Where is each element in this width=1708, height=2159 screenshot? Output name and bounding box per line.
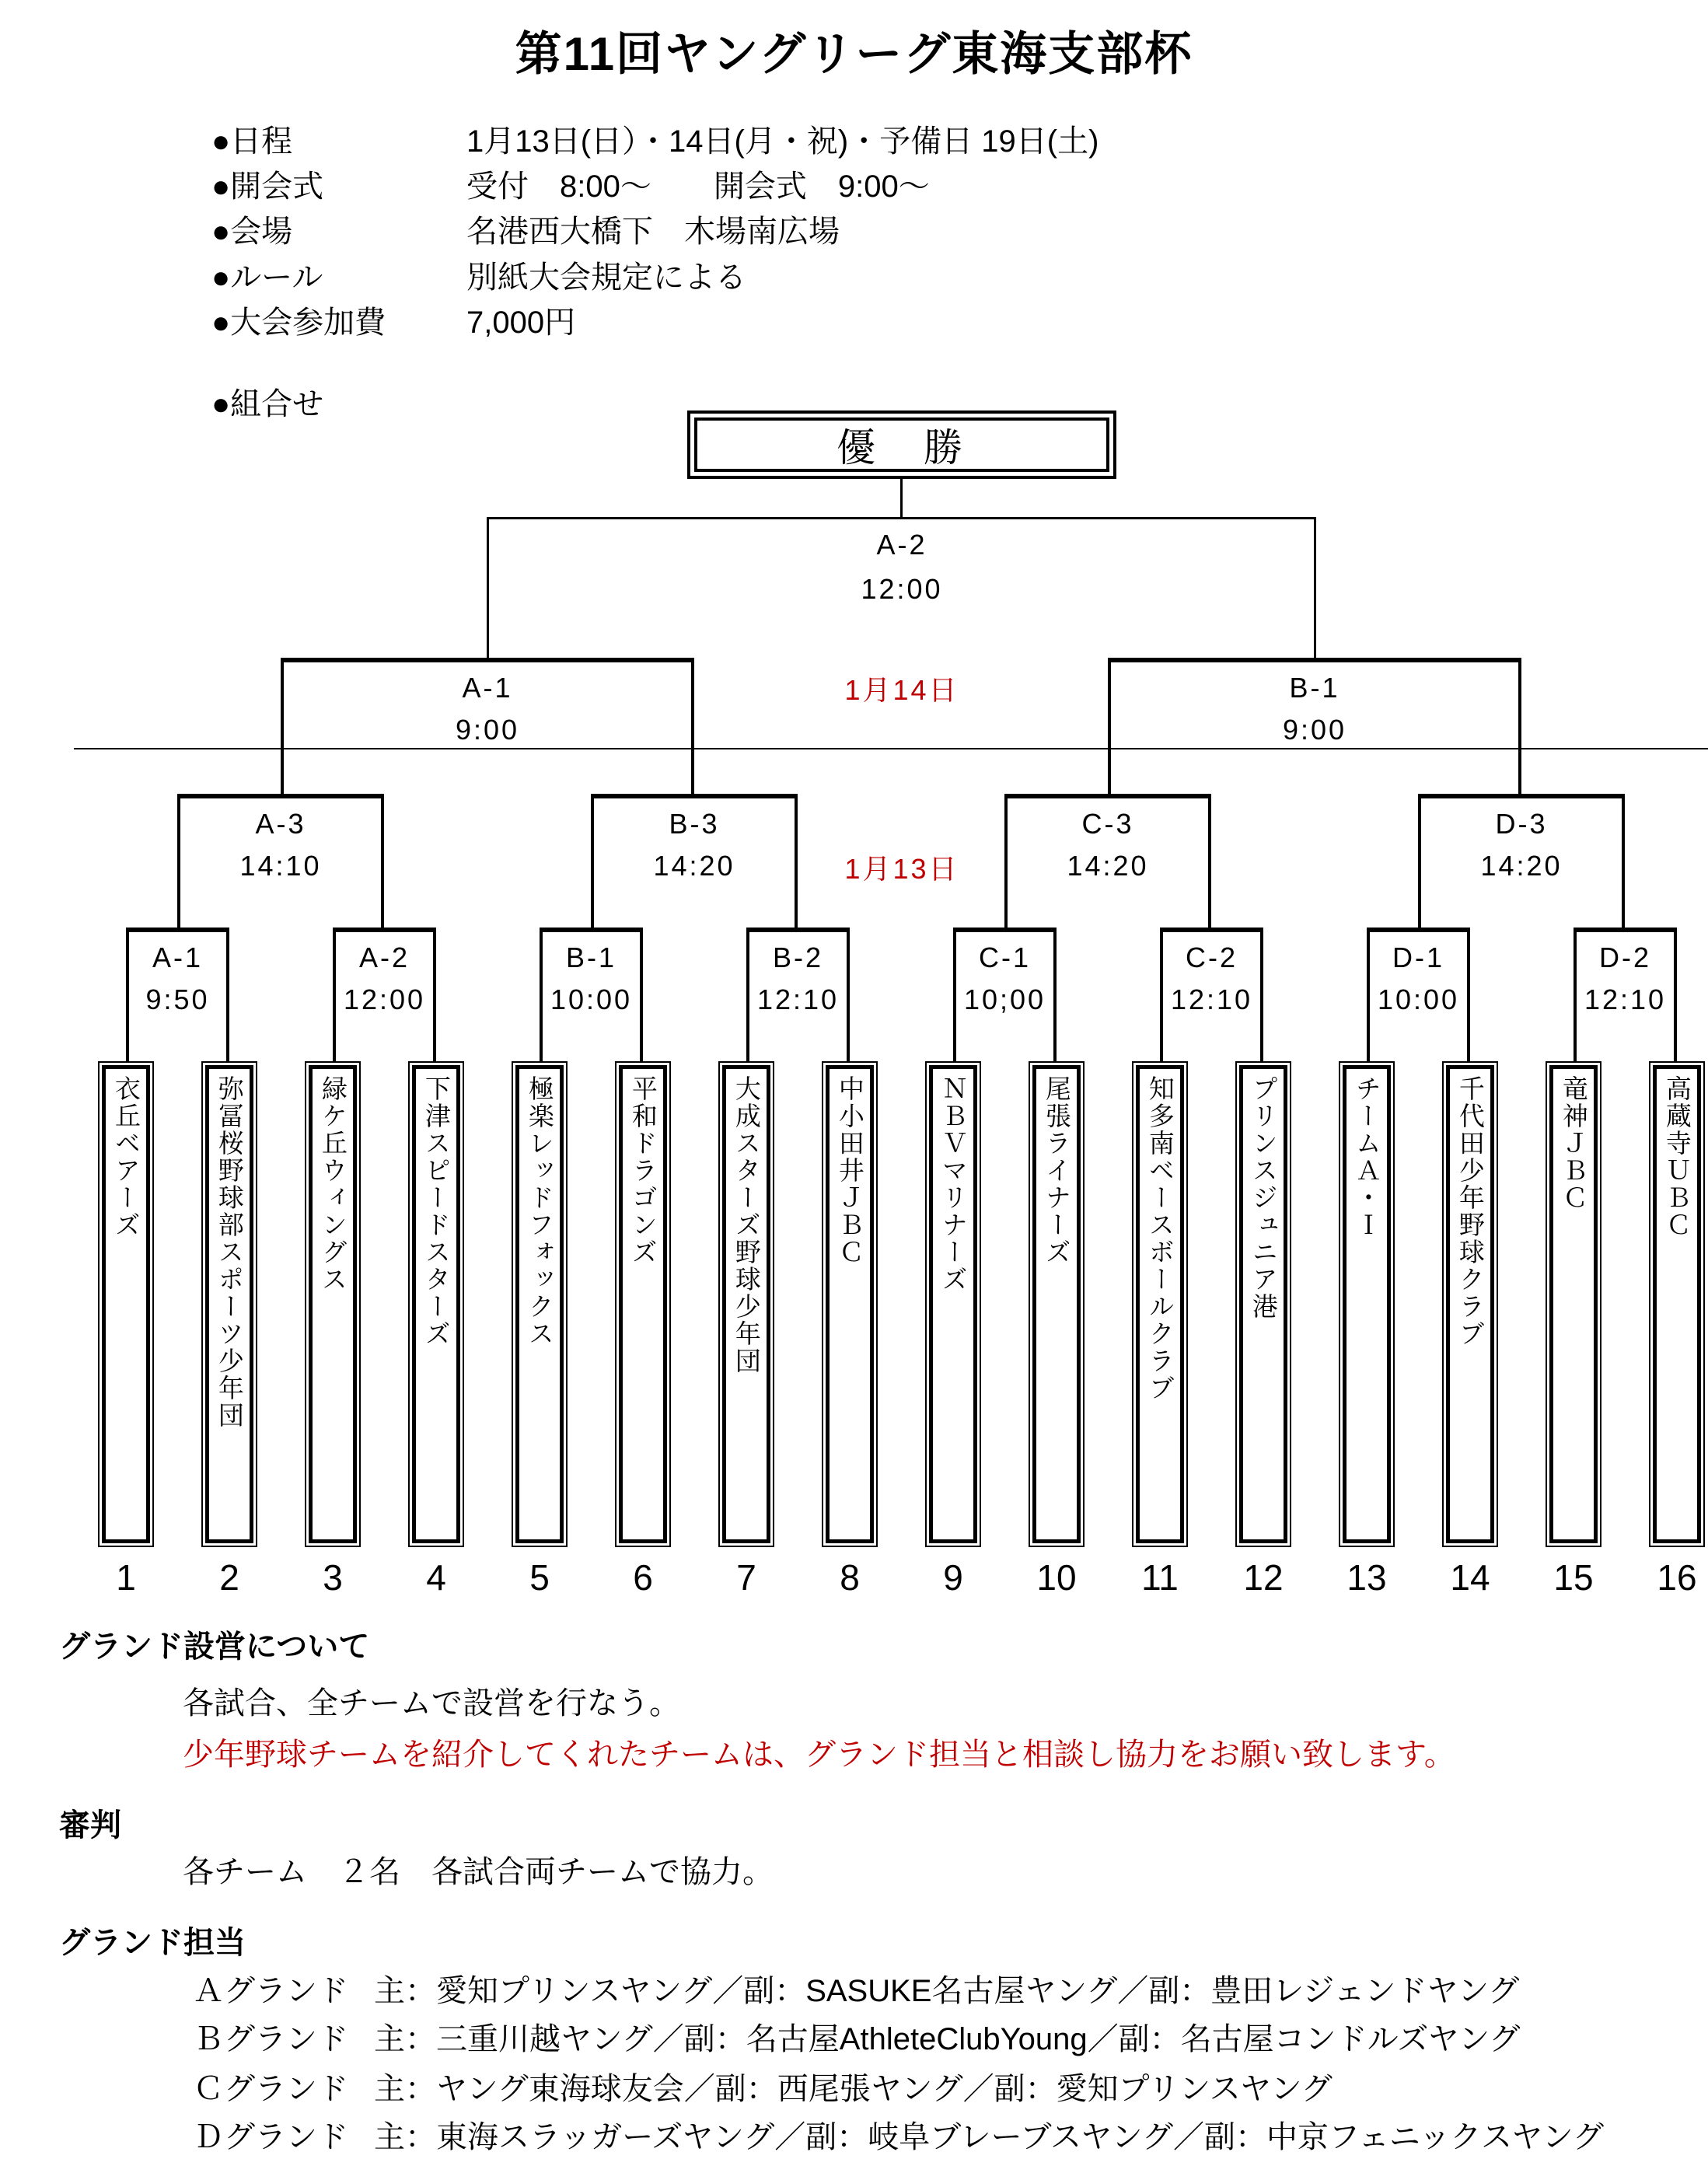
team-box-3: [305, 1061, 361, 1547]
ground-a-text: 主：愛知プリンスヤング／副：SASUKE名古屋ヤング／副：豊田レジェンドヤング: [374, 1974, 1520, 2008]
info-value-fee: 7,000円: [466, 306, 576, 340]
team-name: 極楽レッドフォックス: [525, 1075, 554, 1347]
ground-a-label: Ａグランド: [193, 1974, 348, 2008]
match-first-round-c2: [1160, 928, 1263, 1061]
match-time: 9:50: [145, 983, 210, 1015]
match-first-round-b2: [746, 928, 850, 1061]
team-box-10: [1029, 1061, 1085, 1547]
champion-connector-line: [900, 477, 903, 519]
match-label: B-3: [669, 808, 720, 840]
semifinal-connector-right: [1314, 517, 1316, 658]
match-label: A-1: [152, 942, 204, 973]
semifinal-date-label: 1月14日: [844, 674, 959, 706]
ground-d-label: Ｄグランド: [193, 2120, 348, 2154]
page-title: 第11回ヤングリーグ東海支部杯: [515, 28, 1193, 80]
team-box-9: [925, 1061, 981, 1547]
seed-number: 8: [840, 1557, 860, 1598]
team-name: 中小田井ＪＢＣ: [835, 1075, 864, 1266]
team-name: ＮＢＶマリナーズ: [938, 1075, 968, 1293]
champion-box: [687, 410, 1116, 479]
match-label: C-1: [978, 942, 1031, 973]
team-box-6: [615, 1061, 671, 1547]
info-value-rules: 別紙大会規定による: [466, 260, 746, 295]
team-box-8: [822, 1061, 878, 1547]
team-box-14: [1442, 1061, 1498, 1547]
match-time: 10;00: [963, 983, 1046, 1015]
match-time: 14:10: [239, 850, 322, 882]
ground-setup-line1: 各試合、全チームで設営を行なう。: [183, 1686, 680, 1721]
match-time: 12:10: [756, 983, 840, 1015]
team-box-5: [512, 1061, 568, 1547]
match-time: 12:00: [343, 983, 426, 1015]
seed-number: 15: [1553, 1557, 1594, 1598]
match-quarterfinal-c3: [1004, 794, 1211, 928]
ground-c-text: 主：ヤング東海球友会／副：西尾張ヤング／副：愛知プリンスヤング: [374, 2072, 1333, 2106]
semifinal-connector-left: [487, 517, 489, 658]
team-name: 衣丘ベアーズ: [111, 1075, 141, 1238]
team-box-13: [1339, 1061, 1395, 1547]
team-name: 下津スピードスターズ: [421, 1075, 451, 1347]
seed-number: 12: [1243, 1557, 1284, 1598]
ground-setup-line2-red: 少年野球チームを紹介してくれたチームは、グランド担当と相談し協力をお願い致します。: [183, 1738, 1455, 1772]
match-label: B-1: [565, 942, 617, 973]
match-label: D-1: [1392, 942, 1444, 973]
match-time: 14:20: [653, 850, 735, 882]
team-box-12: [1235, 1061, 1291, 1547]
team-box-2: [201, 1061, 257, 1547]
match-label: D-3: [1495, 808, 1548, 840]
team-name: チームＡ・Ｉ: [1352, 1075, 1381, 1238]
info-value-ceremony: 受付 8:00～ 開会式 9:00～: [466, 169, 930, 204]
team-name: プリンスジュニア港: [1249, 1075, 1278, 1320]
seed-number: 2: [219, 1557, 239, 1598]
seed-number: 6: [633, 1557, 653, 1598]
team-name: 知多南ベースボールクラブ: [1145, 1075, 1175, 1402]
bracket-heading: ●組合せ: [211, 387, 324, 421]
match-label: A-2: [358, 942, 410, 973]
info-label-ceremony: ●開会式: [211, 169, 324, 204]
seed-number: 13: [1346, 1557, 1387, 1598]
umpire-line1: 各チーム ２名 各試合両チームで協力。: [183, 1855, 774, 1889]
match-semifinal-b1: [1108, 658, 1521, 794]
ground-b-label: Ｂグランド: [193, 2022, 348, 2056]
ground-b-text: 主：三重川越ヤング／副：名古屋AthleteClubYoung／副：名古屋コンドルズヤング: [374, 2022, 1521, 2056]
final-match-label: A-2: [876, 529, 927, 561]
match-first-round-a1: [126, 928, 229, 1061]
info-label-schedule: ●日程: [211, 124, 293, 159]
match-label: B-1: [1289, 672, 1340, 704]
ground-c-label: Ｃグランド: [193, 2072, 348, 2106]
info-value-venue: 名港西大橋下 木場南広場: [466, 215, 840, 249]
match-label: C-2: [1185, 942, 1238, 973]
match-time: 9:00: [1282, 714, 1347, 746]
match-semifinal-a1: [281, 658, 694, 794]
match-label: C-3: [1081, 808, 1134, 840]
match-quarterfinal-a3: [177, 794, 384, 928]
divider-line: [74, 748, 1708, 749]
info-label-venue: ●会場: [211, 215, 293, 249]
match-time: 14:20: [1480, 850, 1563, 882]
team-name: 緑ケ丘ウィングス: [318, 1075, 348, 1293]
seed-number: 3: [323, 1557, 343, 1598]
match-time: 14:20: [1067, 850, 1149, 882]
team-box-7: [718, 1061, 774, 1547]
match-label: D-2: [1598, 942, 1651, 973]
seed-number: 16: [1657, 1557, 1697, 1598]
final-match-time: 12:00: [861, 573, 943, 605]
seed-number: 14: [1450, 1557, 1490, 1598]
ground-d-text: 主：東海スラッガーズヤング／副：岐阜ブレーブスヤング／副：中京フェニックスヤング: [374, 2120, 1604, 2154]
seed-number: 11: [1141, 1557, 1179, 1598]
match-first-round-a2: [333, 928, 436, 1061]
match-time: 10:00: [1377, 983, 1460, 1015]
info-value-schedule: 1月13日(日）・14日(月・祝)・予備日 19日(土): [466, 124, 1099, 159]
info-label-fee: ●大会参加費: [211, 306, 386, 340]
final-line: [487, 517, 1316, 519]
match-time: 9:00: [455, 714, 520, 746]
match-label: A-1: [462, 672, 513, 704]
ground-assignment-heading: グランド担当: [59, 1926, 246, 1960]
team-name: 千代田少年野球クラブ: [1455, 1075, 1485, 1347]
seed-number: 1: [116, 1557, 136, 1598]
team-name: 大成スターズ野球少年団: [732, 1075, 761, 1375]
seed-number: 9: [943, 1557, 963, 1598]
team-name: 平和ドラゴンズ: [628, 1075, 658, 1266]
team-name: 高蔵寺ＵＢＣ: [1662, 1075, 1692, 1238]
match-time: 10:00: [550, 983, 633, 1015]
umpire-heading: 審判: [59, 1808, 121, 1843]
match-quarterfinal-d3: [1418, 794, 1625, 928]
match-first-round-b1: [540, 928, 643, 1061]
match-time: 12:10: [1584, 983, 1667, 1015]
team-box-1: [98, 1061, 154, 1547]
match-label: A-3: [255, 808, 306, 840]
match-quarterfinal-b3: [591, 794, 798, 928]
team-box-15: [1546, 1061, 1601, 1547]
match-first-round-d2: [1574, 928, 1677, 1061]
match-first-round-d1: [1367, 928, 1470, 1061]
team-name: 尾張ライナーズ: [1042, 1075, 1071, 1266]
team-box-16: [1649, 1061, 1705, 1547]
match-first-round-c1: [953, 928, 1057, 1061]
info-label-rules: ●ルール: [211, 260, 323, 295]
seed-number: 4: [426, 1557, 446, 1598]
team-name: 竜神ＪＢＣ: [1559, 1075, 1588, 1211]
match-label: B-2: [772, 942, 824, 973]
team-name: 弥冨桜野球部スポーツ少年団: [215, 1075, 244, 1429]
team-box-11: [1132, 1061, 1188, 1547]
seed-number: 10: [1036, 1557, 1077, 1598]
first-round-date-label: 1月13日: [844, 853, 959, 885]
team-box-4: [408, 1061, 464, 1547]
seed-number: 5: [529, 1557, 550, 1598]
seed-number: 7: [736, 1557, 756, 1598]
match-time: 12:10: [1170, 983, 1253, 1015]
champion-label: 優 勝: [694, 417, 1109, 472]
ground-setup-heading: グランド設営について: [59, 1630, 370, 1664]
